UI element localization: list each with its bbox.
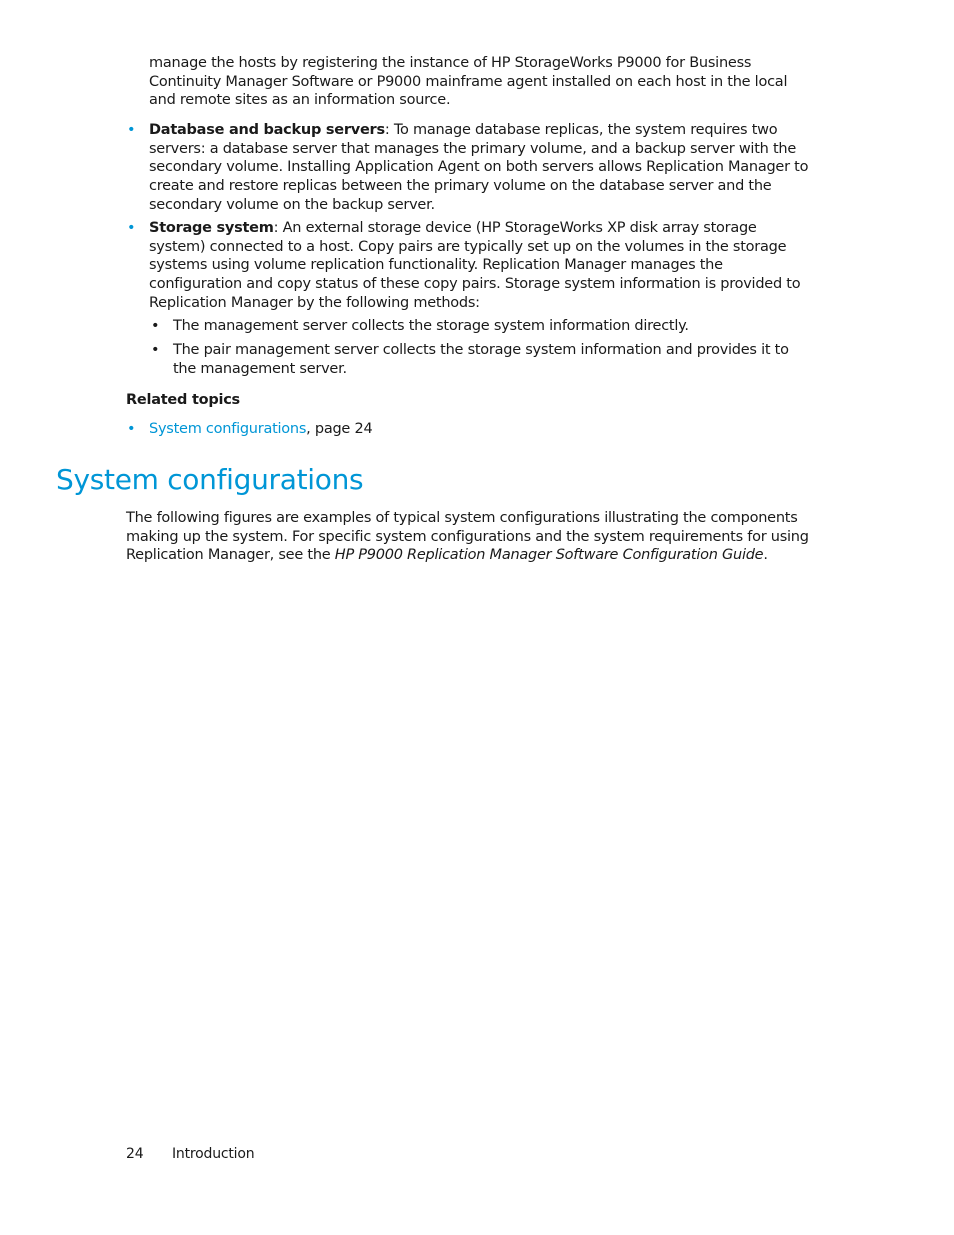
section-body-text: The following figures are examples of typical system configurations illustrating the components making up the system. For specific system configurations and the system requirements for using Replication Manager, see the [126, 510, 809, 564]
footer-chapter: Introduction [172, 1146, 255, 1162]
related-topics-heading: Related topics [126, 392, 240, 408]
bullet-text: : To manage database replicas, the system requires two servers: a database server that manages the primary volume, and a backup server with the secondary volume. Installing Application Agent on both servers allows Replication Manager to create and restore replicas between the primary volume on the database server and the secondary volume on the backup server. [149, 122, 809, 213]
bullet-marker-icon: • [127, 122, 136, 138]
bullet-marker-icon: • [127, 220, 136, 236]
bullet-term: Storage system [149, 220, 274, 236]
guide-title: HP P9000 Replication Manager Software Configuration Guide [334, 547, 764, 564]
sub-bullet-marker-icon: • [151, 318, 160, 334]
sub-bullet-marker-icon: • [151, 342, 160, 358]
sub-bullet-item: The pair management server collects the storage system information and provides it to the management server. [173, 342, 789, 377]
section-body [126, 509, 816, 565]
related-topic-link[interactable]: System configurations [149, 421, 307, 437]
bullet-marker-icon: • [127, 421, 136, 437]
bullet-text: : An external storage device (HP StorageWorks XP disk array storage system) connected to a host. Copy pairs are typically set up on the volumes in the storage systems using volume replication functionality. Replication Manager manages the configuration and copy status of these copy pairs. Storage system information is provided to Replication Manager by the following methods: [149, 220, 801, 311]
sub-bullet-item: The management server collects the storage system information directly. [173, 318, 689, 334]
bullet-term: Database and backup servers [149, 122, 385, 138]
continuation-paragraph: manage the hosts by registering the instance of HP StorageWorks P9000 for Business Continuity Manager Software or P9000 mainframe agent installed on each host in the local and remote sites as an information source. [149, 55, 788, 109]
bullet-database-servers [149, 121, 809, 215]
related-topic-item [149, 420, 749, 439]
page-number: 24 [126, 1146, 144, 1162]
bullet-storage-system [149, 219, 809, 313]
section-body-end: . [763, 547, 768, 564]
section-title: System configurations [56, 463, 364, 496]
related-topic-suffix: , page 24 [306, 421, 373, 437]
